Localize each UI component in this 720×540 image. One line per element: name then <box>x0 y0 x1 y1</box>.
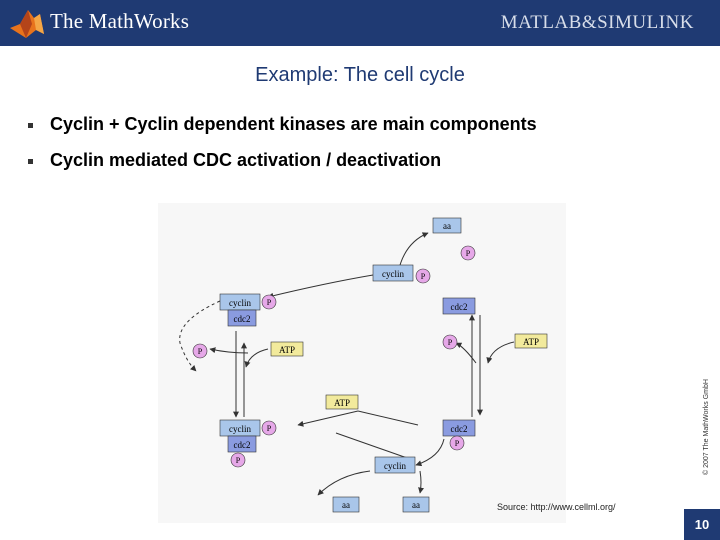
phosphate-label: P <box>266 424 272 433</box>
cyclin-label: cyclin <box>384 461 406 471</box>
bullet-text: Cyclin + Cyclin dependent kinases are main components <box>50 114 537 134</box>
bullet-marker-icon <box>28 123 33 128</box>
aa-label: aa <box>342 500 350 510</box>
header-bar <box>0 0 720 46</box>
membrane-logo-icon <box>8 4 48 40</box>
aa-label: aa <box>443 221 451 231</box>
cdc2-label: cdc2 <box>233 440 251 450</box>
phosphate-label: P <box>465 249 471 258</box>
cdc2-label: cdc2 <box>450 424 468 434</box>
atp-label: ATP <box>333 398 351 408</box>
cyclin-label: cyclin <box>229 298 251 308</box>
slide-title: Example: The cell cycle <box>255 64 465 86</box>
bullet-item <box>28 150 537 186</box>
copyright-notice: © 2007 The MathWorks GmbH <box>703 379 710 475</box>
phosphate-label: P <box>447 338 453 347</box>
cell-cycle-diagram <box>158 203 566 523</box>
diagram-background <box>158 203 566 523</box>
atp-label: ATP <box>278 345 296 355</box>
page-number: 10 <box>684 509 720 540</box>
product-name: MATLAB&SIMULINK <box>500 12 694 33</box>
source-citation: Source: http://www.cellml.org/ <box>497 502 616 512</box>
aa-label: aa <box>412 500 420 510</box>
brand-name: The MathWorks <box>50 9 190 33</box>
phosphate-label: P <box>235 456 241 465</box>
atp-label: ATP <box>522 337 540 347</box>
bullet-text: Cyclin mediated CDC activation / deactivation <box>50 150 442 170</box>
phosphate-label: P <box>420 272 426 281</box>
cyclin-label: cyclin <box>382 269 404 279</box>
bullet-list <box>28 114 537 186</box>
phosphate-label: P <box>454 439 460 448</box>
phosphate-label: P <box>266 298 272 307</box>
cyclin-label: cyclin <box>229 424 251 434</box>
bullet-item <box>28 114 537 150</box>
cdc2-label: cdc2 <box>233 314 251 324</box>
cdc2-label: cdc2 <box>450 302 468 312</box>
phosphate-label: P <box>197 347 203 356</box>
bullet-marker-icon <box>28 159 33 164</box>
